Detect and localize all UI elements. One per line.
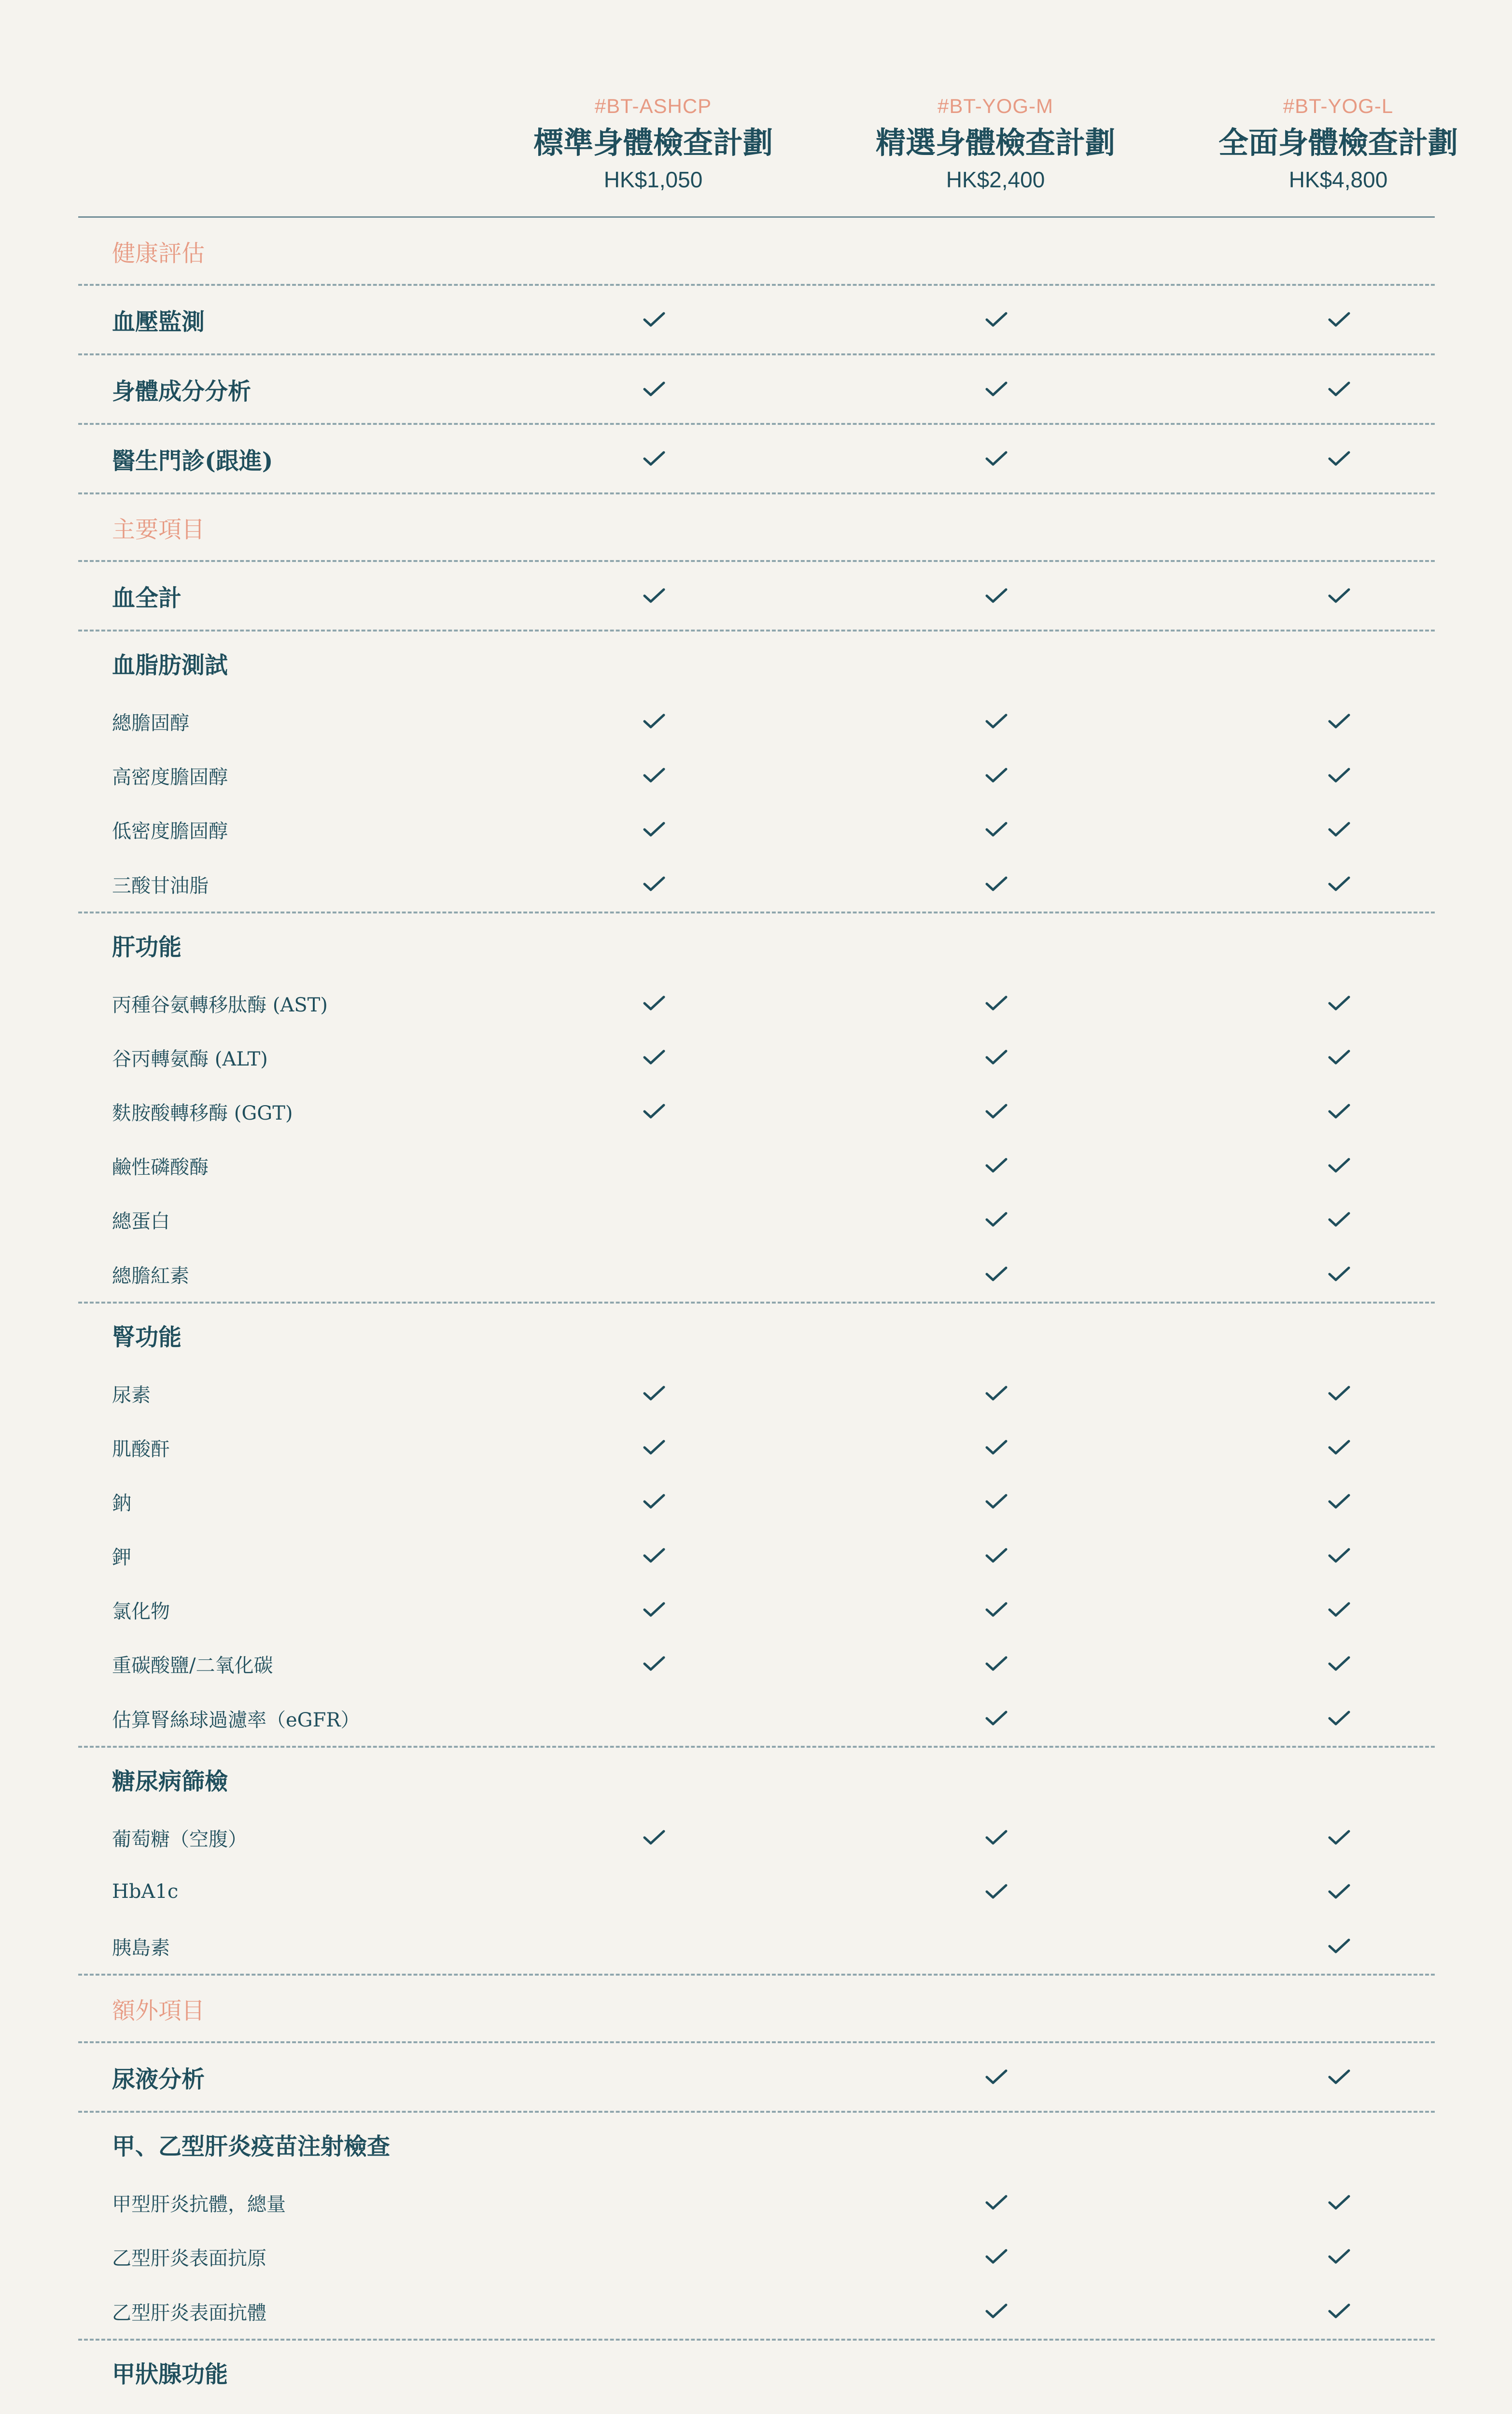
item-row: [78, 1919, 1435, 1976]
group-title: 肝功能: [112, 933, 182, 961]
check-icon: [1328, 1883, 1351, 1900]
check-icon: [643, 1385, 666, 1402]
check-icon: [643, 1493, 666, 1510]
check-icon: [985, 995, 1008, 1011]
section-title: 主要項目: [112, 516, 205, 543]
item-label: 谷丙轉氨酶 (ALT): [112, 1048, 268, 1070]
group-header-row: [78, 632, 1435, 694]
check-icon: [1328, 1157, 1351, 1174]
item-label: 總蛋白: [112, 1210, 170, 1233]
check-icon: [1328, 1829, 1351, 1846]
check-icon: [1328, 1266, 1351, 1282]
item-label: 尿素: [112, 1384, 151, 1406]
item-label: 血壓監測: [112, 308, 205, 336]
plan-column-header: [479, 92, 827, 194]
plan-name: 標準身體檢查計劃: [533, 125, 773, 160]
check-icon: [1328, 767, 1351, 784]
check-icon: [643, 821, 666, 838]
check-icon: [985, 311, 1008, 328]
plan-name: 精選身體檢查計劃: [875, 125, 1115, 160]
check-icon: [1328, 995, 1351, 1011]
check-icon: [643, 1049, 666, 1066]
check-icon: [643, 995, 666, 1011]
plan-code: #BT-YOG-L: [1283, 95, 1394, 117]
group-title: 腎功能: [112, 1323, 182, 1351]
item-label: 鈉: [112, 1492, 131, 1515]
item-label: 肌酸酐: [112, 1438, 170, 1460]
check-icon: [643, 1656, 666, 1672]
comparison-rows: [78, 218, 1435, 2414]
plan-column-header: [822, 92, 1169, 194]
check-icon: [985, 1439, 1008, 1456]
item-row: [78, 1030, 1435, 1084]
item-label: 總膽紅素: [112, 1264, 189, 1287]
item-label: 重碳酸鹽/二氧化碳: [112, 1654, 273, 1677]
check-icon: [985, 821, 1008, 838]
section-title: 額外項目: [112, 1997, 205, 2024]
item-label: 身體成分分析: [112, 378, 252, 405]
item-label: 尿液分析: [112, 2065, 205, 2093]
item-row: [78, 562, 1435, 632]
item-label: 乙型肝炎表面抗體: [112, 2302, 266, 2324]
item-row: [78, 2403, 1435, 2414]
check-icon: [1328, 588, 1351, 604]
check-icon: [985, 1157, 1008, 1174]
plan-column-header: [1164, 92, 1512, 194]
item-label: 估算腎絲球過濾率（eGFR）: [112, 1709, 360, 1731]
check-icon: [643, 1547, 666, 1564]
item-label: 低密度膽固醇: [112, 820, 228, 842]
check-icon: [985, 1385, 1008, 1402]
check-icon: [1328, 713, 1351, 730]
item-label: 氯化物: [112, 1600, 170, 1623]
check-icon: [1328, 311, 1351, 328]
section-header-row: [78, 494, 1435, 562]
item-label: 三酸甘油脂: [112, 874, 209, 897]
check-icon: [985, 2303, 1008, 2319]
plan-price: HK$1,050: [603, 167, 703, 192]
check-icon: [985, 1266, 1008, 1282]
plan-code: #BT-YOG-M: [937, 95, 1054, 117]
check-icon: [1328, 1049, 1351, 1066]
check-icon: [643, 1601, 666, 1618]
check-icon: [643, 311, 666, 328]
group-title: 甲、乙型肝炎疫苗注射檢查: [112, 2133, 391, 2160]
item-label: 鉀: [112, 1546, 131, 1569]
check-icon: [643, 713, 666, 730]
check-icon: [985, 1103, 1008, 1120]
group-header-row: [78, 913, 1435, 976]
check-icon: [643, 1829, 666, 1846]
check-icon: [1328, 1601, 1351, 1618]
check-icon: [985, 2248, 1008, 2265]
group-title: 血脂肪測試: [112, 651, 228, 679]
group-header-row: [78, 2113, 1435, 2175]
section-header-row: [78, 1976, 1435, 2043]
item-row: [78, 1474, 1435, 1529]
check-icon: [985, 450, 1008, 467]
item-row: [78, 1810, 1435, 1865]
check-icon: [1328, 2248, 1351, 2265]
item-row: [78, 1583, 1435, 1637]
item-label: 甲型肝炎抗體，總量: [112, 2193, 286, 2216]
section-header-row: [78, 218, 1435, 286]
check-icon: [985, 1049, 1008, 1066]
item-row: [78, 802, 1435, 856]
group-header-row: [78, 2341, 1435, 2403]
item-row: [78, 1420, 1435, 1474]
group-header-row: [78, 1304, 1435, 1366]
group-title: 糖尿病篩檢: [112, 1768, 228, 1795]
item-row: [78, 2043, 1435, 2113]
check-icon: [643, 767, 666, 784]
item-row: [78, 2230, 1435, 2284]
check-icon: [985, 588, 1008, 604]
check-icon: [985, 2194, 1008, 2211]
section-title: 健康評估: [112, 239, 205, 267]
check-icon: [1328, 1710, 1351, 1726]
check-icon: [985, 1547, 1008, 1564]
group-header-row: [78, 1748, 1435, 1810]
item-row: [78, 748, 1435, 802]
check-icon: [1328, 450, 1351, 467]
check-icon: [985, 767, 1008, 784]
check-icon: [1328, 1385, 1351, 1402]
item-row: [78, 1247, 1435, 1304]
check-icon: [985, 876, 1008, 892]
item-label: 葡萄糖（空腹）: [112, 1828, 247, 1851]
item-label: HbA1c: [112, 1881, 179, 1903]
item-label: 丙種谷氨轉移肽酶 (AST): [112, 994, 328, 1016]
item-label: 胰島素: [112, 1937, 170, 1959]
check-icon: [1328, 2194, 1351, 2211]
check-icon: [1328, 1938, 1351, 1954]
item-row: [78, 1193, 1435, 1247]
item-row: [78, 2175, 1435, 2230]
item-row: [78, 1366, 1435, 1420]
plan-price: HK$2,400: [946, 167, 1045, 192]
check-icon: [1328, 1103, 1351, 1120]
check-icon: [1328, 876, 1351, 892]
item-row: [78, 1865, 1435, 1919]
item-label: 麩胺酸轉移酶 (GGT): [112, 1102, 293, 1124]
item-label: 高密度膽固醇: [112, 766, 228, 788]
check-icon: [1328, 1493, 1351, 1510]
check-icon: [643, 381, 666, 397]
item-row: [78, 1691, 1435, 1748]
check-icon: [1328, 2069, 1351, 2085]
check-icon: [1328, 1211, 1351, 1228]
check-icon: [643, 450, 666, 467]
check-icon: [985, 1211, 1008, 1228]
check-icon: [985, 713, 1008, 730]
check-icon: [1328, 381, 1351, 397]
plan-price: HK$4,800: [1288, 167, 1388, 192]
check-icon: [985, 1493, 1008, 1510]
plan-code: #BT-ASHCP: [594, 95, 712, 117]
check-icon: [985, 1829, 1008, 1846]
item-label: 鹼性磷酸酶: [112, 1156, 209, 1179]
check-icon: [1328, 1656, 1351, 1672]
item-row: [78, 1529, 1435, 1583]
check-icon: [643, 1439, 666, 1456]
group-title: 甲狀腺功能: [112, 2360, 228, 2388]
item-row: [78, 1138, 1435, 1193]
plan-name: 全面身體檢查計劃: [1218, 125, 1458, 160]
item-label: [112, 2403, 259, 2414]
item-row: [78, 425, 1435, 494]
check-icon: [985, 381, 1008, 397]
check-icon: [1328, 821, 1351, 838]
item-row: [78, 694, 1435, 748]
item-row: [78, 976, 1435, 1030]
item-label: 乙型肝炎表面抗原: [112, 2247, 266, 2270]
check-icon: [985, 2069, 1008, 2085]
item-label: 總膽固醇: [112, 712, 189, 734]
item-row: [78, 1637, 1435, 1691]
item-label: 血全計: [112, 584, 182, 612]
check-icon: [985, 1710, 1008, 1726]
item-row: [78, 286, 1435, 355]
check-icon: [985, 1656, 1008, 1672]
item-row: [78, 355, 1435, 425]
check-icon: [643, 876, 666, 892]
plan-header: [78, 92, 1458, 216]
item-row: [78, 1084, 1435, 1138]
item-row: [78, 2284, 1435, 2341]
check-icon: [643, 588, 666, 604]
header-divider: [78, 216, 1435, 218]
check-icon: [1328, 1547, 1351, 1564]
check-icon: [985, 1601, 1008, 1618]
check-icon: [985, 1883, 1008, 1900]
item-label: 醫生門診(跟進): [112, 447, 273, 475]
item-row: [78, 856, 1435, 913]
check-icon: [643, 1103, 666, 1120]
check-icon: [1328, 2303, 1351, 2319]
check-icon: [1328, 1439, 1351, 1456]
